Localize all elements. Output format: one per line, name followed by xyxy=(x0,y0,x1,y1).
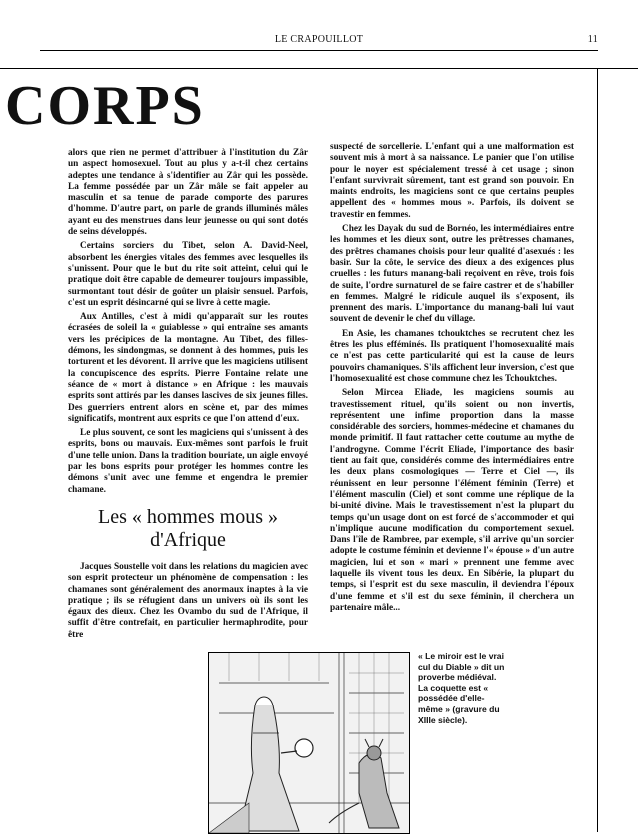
section-title: CORPS xyxy=(5,75,205,137)
paragraph: Aux Antilles, c'est à midi qu'apparaît sur les routes écrasées de soleil la « guiablesse » qui entraîne ses amants vers les précipices de la montagne. Au Tibet, des filles-démons, les sindongmas, se donnent à des hommes, puis les torturent et les dévorent. Il arrive que les magiciens utilisent la concupiscence des esprits. Pierre Fontaine relate une séance de « mort à distance » en Afrique : les mauvais esprits sont attirés par les danses lascives de six jeunes filles. Des guerriers entrent alors en scène et, par des mimes significatifs, montrent aux esprits ce que l'on attend d'eux. xyxy=(68,312,308,424)
header-rule xyxy=(40,50,598,51)
page-number: 11 xyxy=(587,34,598,45)
engraving-illustration xyxy=(208,652,410,834)
paragraph: En Asie, les chamanes tchouktches se recrutent chez les êtres les plus efféminés. Ils pratiquent l'homosexualité mais ce n'est pas cette particularité qui est la cause de leurs pouvoirs chamaniques. S'ils affichent leur inversion, c'est que l'homosexualité est chose commune chez les Tchouktches. xyxy=(330,328,574,384)
frame-right-rule xyxy=(597,68,598,832)
paragraph: Chez les Dayak du sud de Bornéo, les intermédiaires entre les hommes et les dieux sont, outre les prêtresses chamanes, des prêtres chamanes choisis pour leur qualité d'asexués : les basir. Sur la côte, le service des dieux a des exigences plus cruelles : les futurs manang-bali reçoivent en rêve, trois fois de suite, l'ordre surnaturel de se faire castrer et de s'habiller en femmes. Malgré le ridicule auquel ils s'exposent, ils prennent des maris. L'importance du manang-bali lui vaut souvent de devenir le chef du village. xyxy=(330,224,574,325)
paragraph: Selon Mircea Eliade, les magiciens soumis au travestissement rituel, qu'ils soient ou non invertis, représentent une infime proportion dans la masse considérable des sorciers, hommes-médecine et chamanes du monde primitif. Il faut rattacher cette coutume au mythe de l'androgyne. Comme l'écrit Eliade, l'importance des basir tient au fait que, considérés comme des intermédiaires entre les deux plans cosmologiques — Terre et Ciel —, ils réunissent en leur personne l'élément féminin (Terre) et l'élément masculin (Ciel) et sont comme une réplique de la bi-unité divine. Mais le travestissement n'est la plupart du temps qu'un usage dont on est forcé de s'accommoder et qui n'implique aucune modification du comportement sexuel. Dans l'île de Rambree, par exemple, s'il arrive qu'un sorcier adopte le costume féminin et devienne l'« épouse » d'un autre magicien, lui et son « mari » prennent une femme avec laquelle ils vivent tous les deux. En Sibérie, la plupart du temps, si l'esprit est du sexe masculin, il deviendra l'époux d'une femme et s'il est du sexe féminin, il cherchera un partenaire mâle... xyxy=(330,388,574,613)
journal-name: LE CRAPOUILLOT xyxy=(274,34,364,45)
subheading xyxy=(68,506,308,552)
running-header xyxy=(40,34,598,45)
subheading-line-2: d'Afrique xyxy=(150,528,226,551)
subheading-line-1: Les « hommes mous » xyxy=(98,505,278,528)
column-left xyxy=(68,148,308,644)
frame-top-rule xyxy=(0,68,638,69)
woodcut-engraving-icon xyxy=(209,653,409,833)
paragraph: alors que rien ne permet d'attribuer à l'institution du Zâr un aspect homosexuel. Tout au plus y a-t-il chez certains adeptes une tendance à s'identifier au Zâr qui les possède. La femme possédée par un Zâr mâle se fait appeler au masculin et sa tenue de parade comporte des parures d'homme. D'autre part, on parle de grands illuminés mâles ayant eu des menstrues dans leur jeunesse ou qui sont dotés de seins développés. xyxy=(68,148,308,238)
paragraph: suspecté de sorcellerie. L'enfant qui a une malformation est souvent mis à mort à sa naissance. Le panier que l'on utilise pour le noyer est spécialement tressé à cet usage ; sinon l'enfant survivrait sûrement, tant est grand son pouvoir. En maints endroits, les magiciens sont ce que certains peuples appellent des « hommes mous ». Parfois, ils doivent se travestir en femmes. xyxy=(330,142,574,220)
paragraph: Le plus souvent, ce sont les magiciens qui s'unissent à des esprits, bons ou mauvais. Eux-mêmes sont parfois le fruit d'une telle union. Dans la tradition bouriate, un aigle envoyé par les bons esprits pour protéger les hommes contre les démons s'unit avec une femme et engendra le premier chamane. xyxy=(68,428,308,495)
illustration-caption: « Le miroir est le vrai cul du Diable » dit un proverbe médiéval. La coquette est « possédée d'elle-même » (gravure du XIIIe siècle). xyxy=(418,651,505,725)
paragraph: Certains sorciers du Tibet, selon A. David-Neel, absorbent les énergies vitales des femmes avec lesquelles ils s'unissent. Pour que le but du rite soit atteint, celui qui le pratique doit être capable de demeurer toujours impassible, surmontant tout désir de goûter un plaisir sensuel. Parfois, c'est un esprit désincarné qui se livre à cette magie. xyxy=(68,241,308,308)
paragraph: Jacques Soustelle voit dans les relations du magicien avec son esprit protecteur un phénomène de compensation : les chamanes sont généralement des anormaux inaptes à la vie pratique ; ils se réfugient dans un univers où ils sont les égaux des dieux. Chez les Ovambo du sud de l'Afrique, il suffit d'être contrefait, en particulier hermaphrodite, pour être xyxy=(68,561,308,640)
column-right xyxy=(330,142,574,617)
